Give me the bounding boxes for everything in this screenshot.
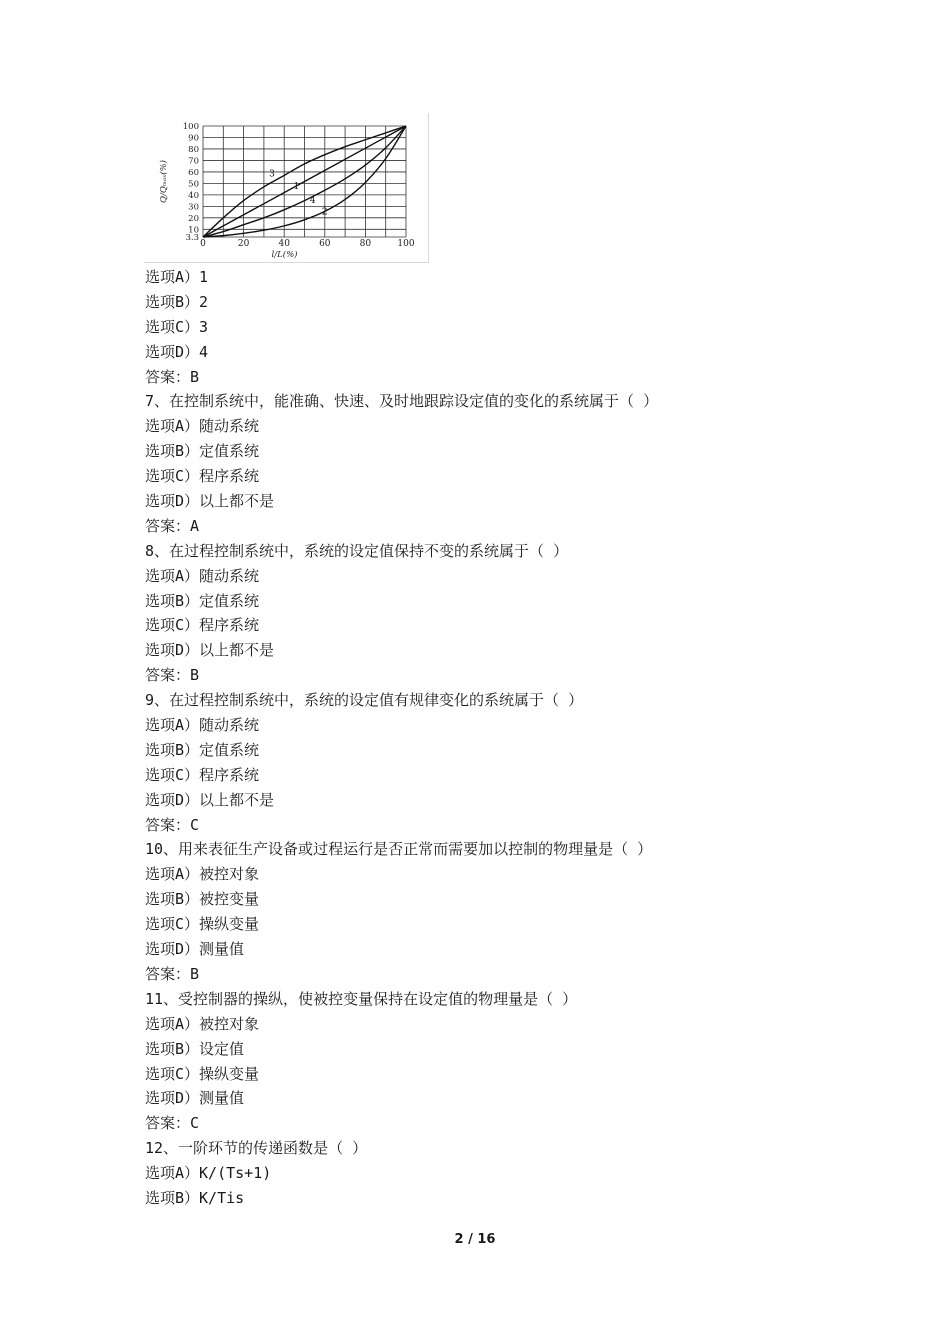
- x-tick-label: 80: [359, 239, 372, 249]
- y-tick-label: 80: [188, 144, 199, 155]
- option-line: 选项B）定值系统: [145, 740, 260, 759]
- curve-label: 4: [309, 195, 316, 206]
- answer-line: 答案：C: [145, 1114, 200, 1133]
- question-line: 10、用来表征生产设备或过程运行是否正常而需要加以控制的物理量是（ ）: [145, 840, 653, 859]
- question-line: 11、受控制器的操纵，使被控变量保持在设定值的物理量是（ ）: [145, 989, 578, 1008]
- x-tick-label: 0: [200, 239, 206, 249]
- y-tick-label: 90: [188, 133, 199, 144]
- option-line: 选项C）程序系统: [145, 765, 260, 784]
- x-tick-label: 40: [278, 239, 290, 249]
- option-line: 选项C）程序系统: [145, 616, 260, 635]
- y-tick-label: 60: [188, 167, 199, 178]
- y-tick-label: 70: [188, 156, 199, 167]
- option-line: 选项B）2: [145, 292, 209, 311]
- y-tick-label: 10: [188, 225, 199, 236]
- option-line: 选项B）K/Tis: [145, 1188, 245, 1207]
- answer-line: 答案：C: [145, 815, 200, 834]
- x-tick-label: 20: [237, 239, 250, 249]
- page-number: 2 / 16: [454, 1232, 496, 1247]
- y-tick-label: 20: [188, 213, 199, 224]
- option-line: 选项A）随动系统: [145, 566, 260, 585]
- question-text-block: [145, 265, 658, 1211]
- y-tick-label: 3.3: [185, 233, 199, 243]
- option-line: 选项C）3: [145, 317, 209, 336]
- option-line: 选项A）随动系统: [145, 716, 260, 735]
- option-line: 选项A）被控对象: [145, 1014, 260, 1033]
- answer-line: 答案：B: [145, 367, 200, 386]
- y-tick-label: 30: [188, 202, 199, 213]
- option-line: 选项D）以上都不是: [145, 492, 275, 511]
- question-line: 8、在过程控制系统中，系统的设定值保持不变的系统属于（ ）: [145, 541, 569, 560]
- option-line: 选项A）1: [145, 268, 209, 286]
- x-tick-label: 100: [397, 239, 415, 249]
- answer-line: 答案：A: [145, 516, 200, 535]
- curve-label: 2: [321, 207, 328, 218]
- question-line: 9、在过程控制系统中，系统的设定值有规律变化的系统属于（ ）: [145, 691, 584, 710]
- option-line: 选项A）K/(Ts+1): [145, 1164, 272, 1183]
- option-line: 选项D）4: [145, 342, 209, 361]
- option-line: 选项D）测量值: [145, 1089, 245, 1108]
- option-line: 选项B）定值系统: [145, 591, 260, 610]
- y-tick-label: 40: [188, 190, 199, 201]
- y-tick-label: 100: [182, 122, 199, 132]
- option-line: 选项B）定值系统: [145, 442, 260, 461]
- option-line: 选项D）以上都不是: [145, 641, 275, 660]
- option-line: 选项A）随动系统: [145, 417, 260, 436]
- question-line: 12、一阶环节的传递函数是（ ）: [145, 1139, 368, 1158]
- valve-characteristic-figure: [144, 113, 429, 263]
- valve-characteristic-chart: [144, 113, 429, 263]
- option-line: 选项A）被控对象: [145, 865, 260, 884]
- option-line: 选项D）以上都不是: [145, 790, 275, 809]
- option-line: 选项C）操纵变量: [145, 1064, 260, 1083]
- question-line: 7、在控制系统中，能准确、快速、及时地跟踪设定值的变化的系统属于（ ）: [145, 392, 659, 411]
- y-axis-label: Q/Qₘₐₓ(%): [159, 160, 169, 203]
- answer-line: 答案：B: [145, 666, 200, 685]
- y-tick-label: 50: [188, 179, 199, 190]
- option-line: 选项D）测量值: [145, 940, 245, 959]
- option-line: 选项C）程序系统: [145, 467, 260, 486]
- x-tick-label: 60: [319, 239, 331, 249]
- option-line: 选项B）被控变量: [145, 890, 260, 909]
- option-line: 选项B）设定值: [145, 1039, 245, 1058]
- answer-line: 答案：B: [145, 964, 200, 983]
- x-axis-label: l/L(%): [271, 250, 298, 260]
- curve-label: 1: [293, 182, 300, 193]
- option-line: 选项C）操纵变量: [145, 915, 260, 934]
- curve-label: 3: [269, 169, 275, 180]
